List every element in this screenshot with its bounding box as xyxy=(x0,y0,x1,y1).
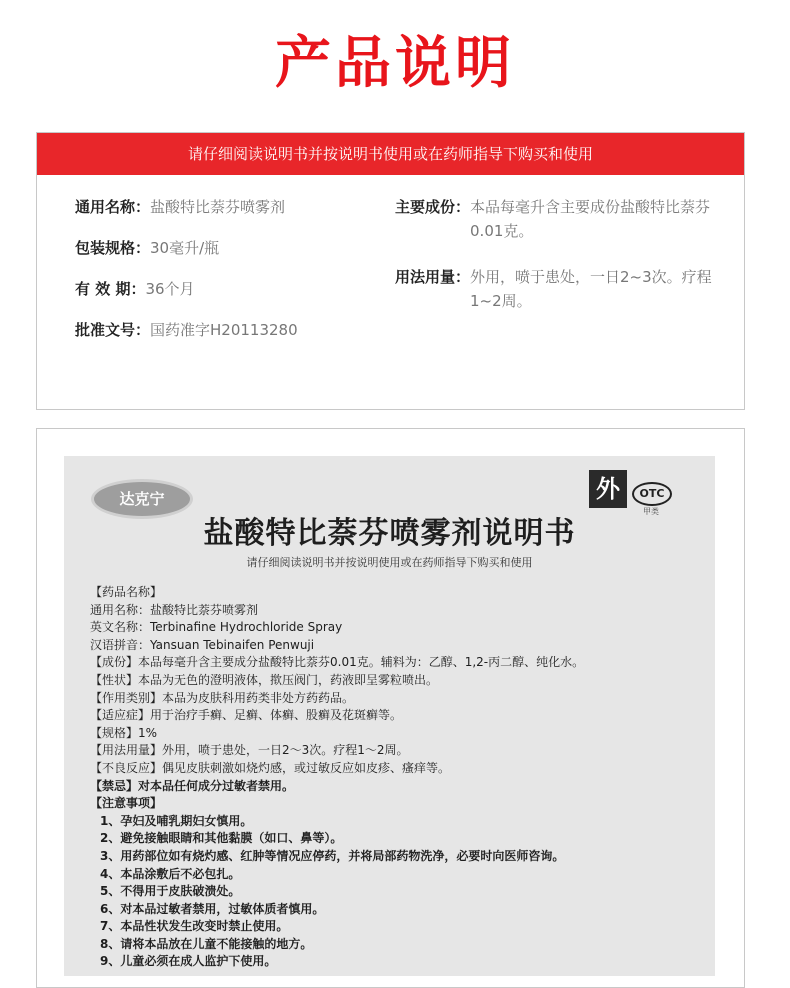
leaflet-line: 【规格】1% xyxy=(90,725,158,740)
leaflet-line: 【成份】本品每毫升含主要成分盐酸特比萘芬0.01克。辅料为：乙醇、1,2-丙二醇、纯化水。 xyxy=(90,655,585,670)
leaflet-line: 【注意事项】 xyxy=(90,796,163,811)
leaflet-line: 9、儿童必须在成人监护下使用。 xyxy=(100,954,277,969)
leaflet-line: 【药品名称】 xyxy=(90,585,163,599)
info-value: 外用，喷于患处，一日2~3次。疗程1~2周。 xyxy=(470,268,712,310)
info-label: 有 效 期： xyxy=(75,280,146,298)
leaflet-subtitle: 请仔细阅读说明书并按说明使用或在药师指导下购买和使用 xyxy=(246,556,533,569)
otc-logo: OTC xyxy=(632,482,672,506)
leaflet-line: 【用法用量】外用，喷于患处，一日2～3次。疗程1～2周。 xyxy=(90,743,409,758)
info-label: 包装规格： xyxy=(75,239,151,257)
leaflet-line: 汉语拼音：Yansuan Tebinaifen Penwuji xyxy=(90,637,315,652)
leaflet-line: 6、对本品过敏者禁用，过敏体质者慎用。 xyxy=(100,901,325,916)
leaflet-body xyxy=(90,584,700,971)
leaflet-line: 2、避免接触眼睛和其他黏膜（如口、鼻等）。 xyxy=(100,831,343,846)
notice-banner: 请仔细阅读说明书并按说明书使用或在药师指导下购买和使用 xyxy=(37,133,744,175)
product-info-card xyxy=(36,132,745,410)
leaflet-line: 3、用药部位如有烧灼感、红肿等情况应停药，并将局部药物洗净，必要时向医师咨询。 xyxy=(100,848,565,863)
leaflet-line: 【作用类别】本品为皮肤科用药类非处方药药品。 xyxy=(90,690,355,705)
leaflet-line: 通用名称：盐酸特比萘芬喷雾剂 xyxy=(90,602,259,617)
otc-class-label: 甲类 xyxy=(643,507,659,516)
info-value: 国药准字H20113280 xyxy=(150,321,298,339)
info-right-column xyxy=(395,197,735,337)
info-row-generic-name xyxy=(75,197,375,217)
page-title: 产品说明 xyxy=(275,31,515,96)
leaflet-line: 8、请将本品放在儿童不能接触的地方。 xyxy=(100,936,313,951)
info-value: 本品每毫升含主要成份盐酸特比萘芬0.01克。 xyxy=(470,198,711,240)
leaflet-line: 5、不得用于皮肤破溃处。 xyxy=(100,884,241,899)
info-value: 30毫升/瓶 xyxy=(150,239,220,257)
leaflet-line: 【适应症】用于治疗手癣、足癣、体癣、股癣及花斑癣等。 xyxy=(90,708,403,723)
leaflet-line: 7、本品性状发生改变时禁止使用。 xyxy=(100,919,289,934)
info-label: 通用名称： xyxy=(75,198,151,216)
leaflet-line: 4、本品涂敷后不必包扎。 xyxy=(100,866,241,881)
info-row-approval xyxy=(75,320,375,340)
leaflet-line: 【性状】本品为无色的澄明液体，揿压阀门，药液即呈雾粒喷出。 xyxy=(90,672,439,687)
info-row-ingredients xyxy=(395,197,735,243)
leaflet-line: 【禁忌】对本品任何成分过敏者禁用。 xyxy=(90,778,295,793)
info-row-package xyxy=(75,238,375,258)
info-row-expiry xyxy=(75,279,375,299)
info-label: 用法用量： xyxy=(395,268,471,286)
leaflet-image xyxy=(64,456,715,976)
info-value: 盐酸特比萘芬喷雾剂 xyxy=(150,198,286,216)
leaflet-title: 盐酸特比萘芬喷雾剂说明书 xyxy=(203,516,576,551)
info-label: 批准文号： xyxy=(75,321,151,339)
leaflet-line: 英文名称：Terbinafine Hydrochloride Spray xyxy=(90,620,343,635)
leaflet-line: 1、孕妇及哺乳期妇女慎用。 xyxy=(100,813,253,828)
external-use-badge: 外 xyxy=(589,470,627,508)
info-value: 36个月 xyxy=(145,280,195,298)
info-row-dosage xyxy=(395,267,735,313)
leaflet-line: 【不良反应】偶见皮肤刺激如烧灼感，或过敏反应如皮疹、瘙痒等。 xyxy=(90,760,451,775)
info-label: 主要成份： xyxy=(395,198,471,216)
info-left-column xyxy=(75,197,375,361)
brand-logo: 达克宁 xyxy=(94,482,190,516)
